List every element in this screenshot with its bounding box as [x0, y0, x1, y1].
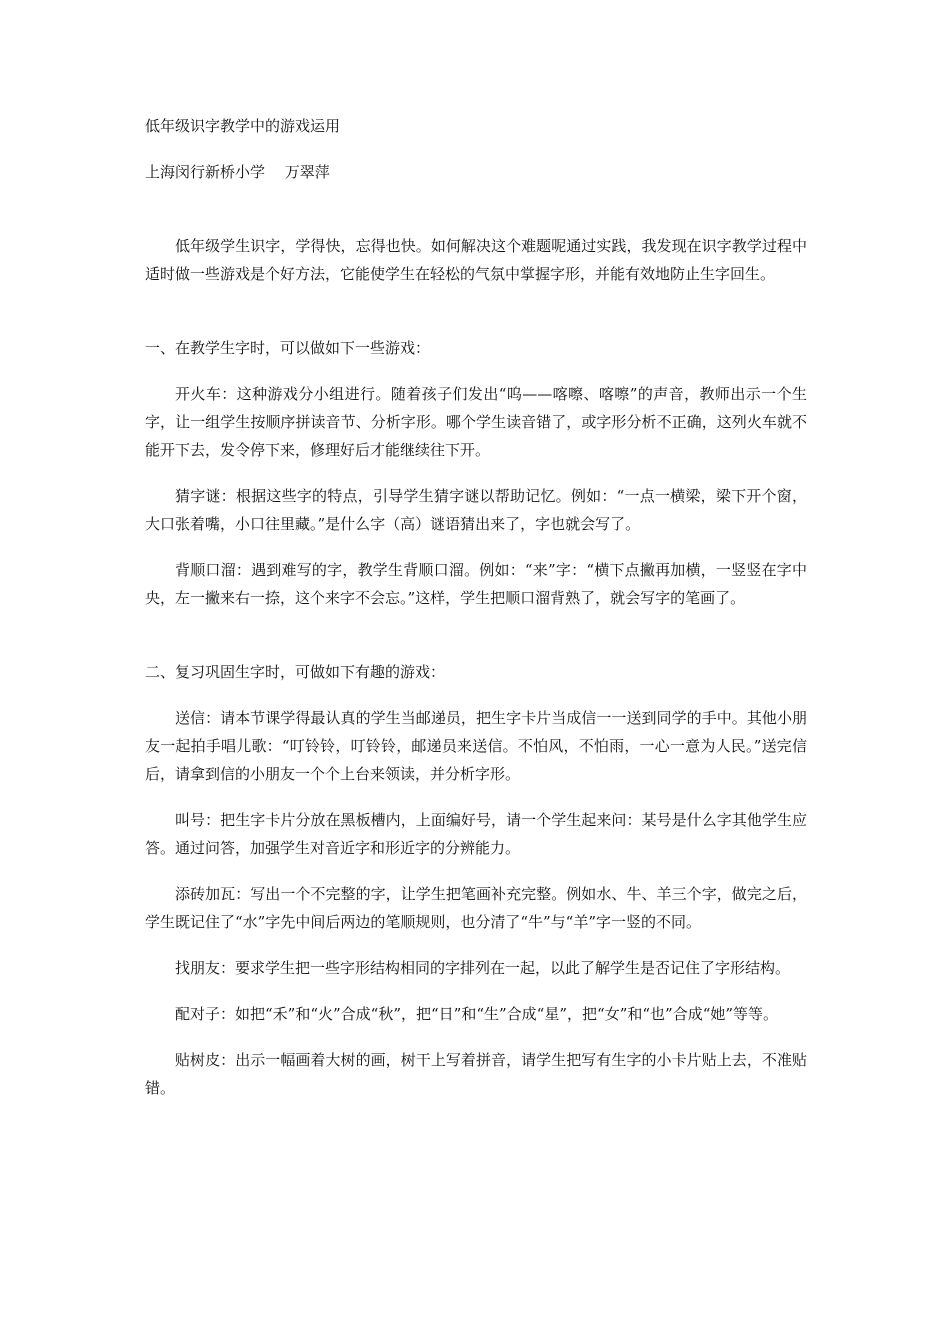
- paragraph-tianzhuanjiawa: 添砖加瓦：写出一个不完整的字，让学生把笔画补充完整。例如水、牛、羊三个字，做完之后，学生既记住了“水”字先中间后两边的笔顺规则，也分清了“牛”与“羊”字一竖的不同。: [145, 885, 807, 931]
- author-line: 上海闵行新桥小学 万翠萍: [145, 163, 330, 181]
- paragraph-songxin: 送信：请本节课学得最认真的学生当邮递员，把生字卡片当成信一一送到同学的手中。其他小朋友一起拍手唱儿歌：“叮铃铃，叮铃铃，邮递员来送信。不怕风，不怕雨，一心一意为人民。”送完信后，请拿到信的小朋友一个个上台来领读，并分析字形。: [145, 709, 807, 783]
- paragraph-kaihuoche: 开火车：这种游戏分小组进行。随着孩子们发出“呜——喀嚓、喀嚓”的声音，教师出示一个生字，让一组学生按顺序拼读音节、分析字形。哪个学生读音错了，或字形分析不正确，这列火车就不能开下去，发令停下来，修理好后才能继续往下开。: [145, 385, 807, 459]
- paragraph-caiziimi: 猜字谜：根据这些字的特点，引导学生猜字谜以帮助记忆。例如：“一点一横梁，梁下开个窗，大口张着嘴，小口往里藏。”是什么字（高）谜语猜出来了，字也就会写了。: [145, 487, 807, 533]
- paragraph-beishunkouliu: 背顺口溜：遇到难写的字，教学生背顺口溜。例如：“来”字：“横下点撇再加横，一竖竖在字中央，左一撇来右一捺，这个来字不会忘。”这样，学生把顺口溜背熟了，就会写字的笔画了。: [145, 561, 807, 607]
- section-heading-2: 二、复习巩固生字时，可做如下有趣的游戏：: [145, 663, 446, 681]
- section-heading-1: 一、在教学生字时，可以做如下一些游戏：: [145, 339, 431, 357]
- paragraph-jiaohao: 叫号：把生字卡片分放在黑板槽内，上面编好号，请一个学生起来问：某号是什么字其他学生应答。通过问答，加强学生对音近字和形近字的分辨能力。: [145, 811, 807, 857]
- paragraph-peiduizi: 配对子：如把“禾”和“火”合成“秋”，把“日”和“生”合成“星”，把“女”和“也”合成“她”等等。: [175, 1005, 779, 1023]
- paragraph-tieshupi: 贴树皮：出示一幅画着大树的画，树干上写着拼音，请学生把写有生字的小卡片贴上去，不准贴错。: [145, 1051, 807, 1097]
- intro-paragraph: 低年级学生识字，学得快，忘得也快。如何解决这个难题呢通过实践，我发现在识字教学过程中适时做一些游戏是个好方法，它能使学生在轻松的气氛中掌握字形，并能有效地防止生字回生。: [145, 237, 807, 283]
- paragraph-zhaopengyou: 找朋友：要求学生把一些字形结构相同的字排列在一起，以此了解学生是否记住了字形结构。: [175, 959, 791, 977]
- document-body: [145, 112, 807, 1120]
- document-title: 低年级识字教学中的游戏运用: [145, 117, 341, 135]
